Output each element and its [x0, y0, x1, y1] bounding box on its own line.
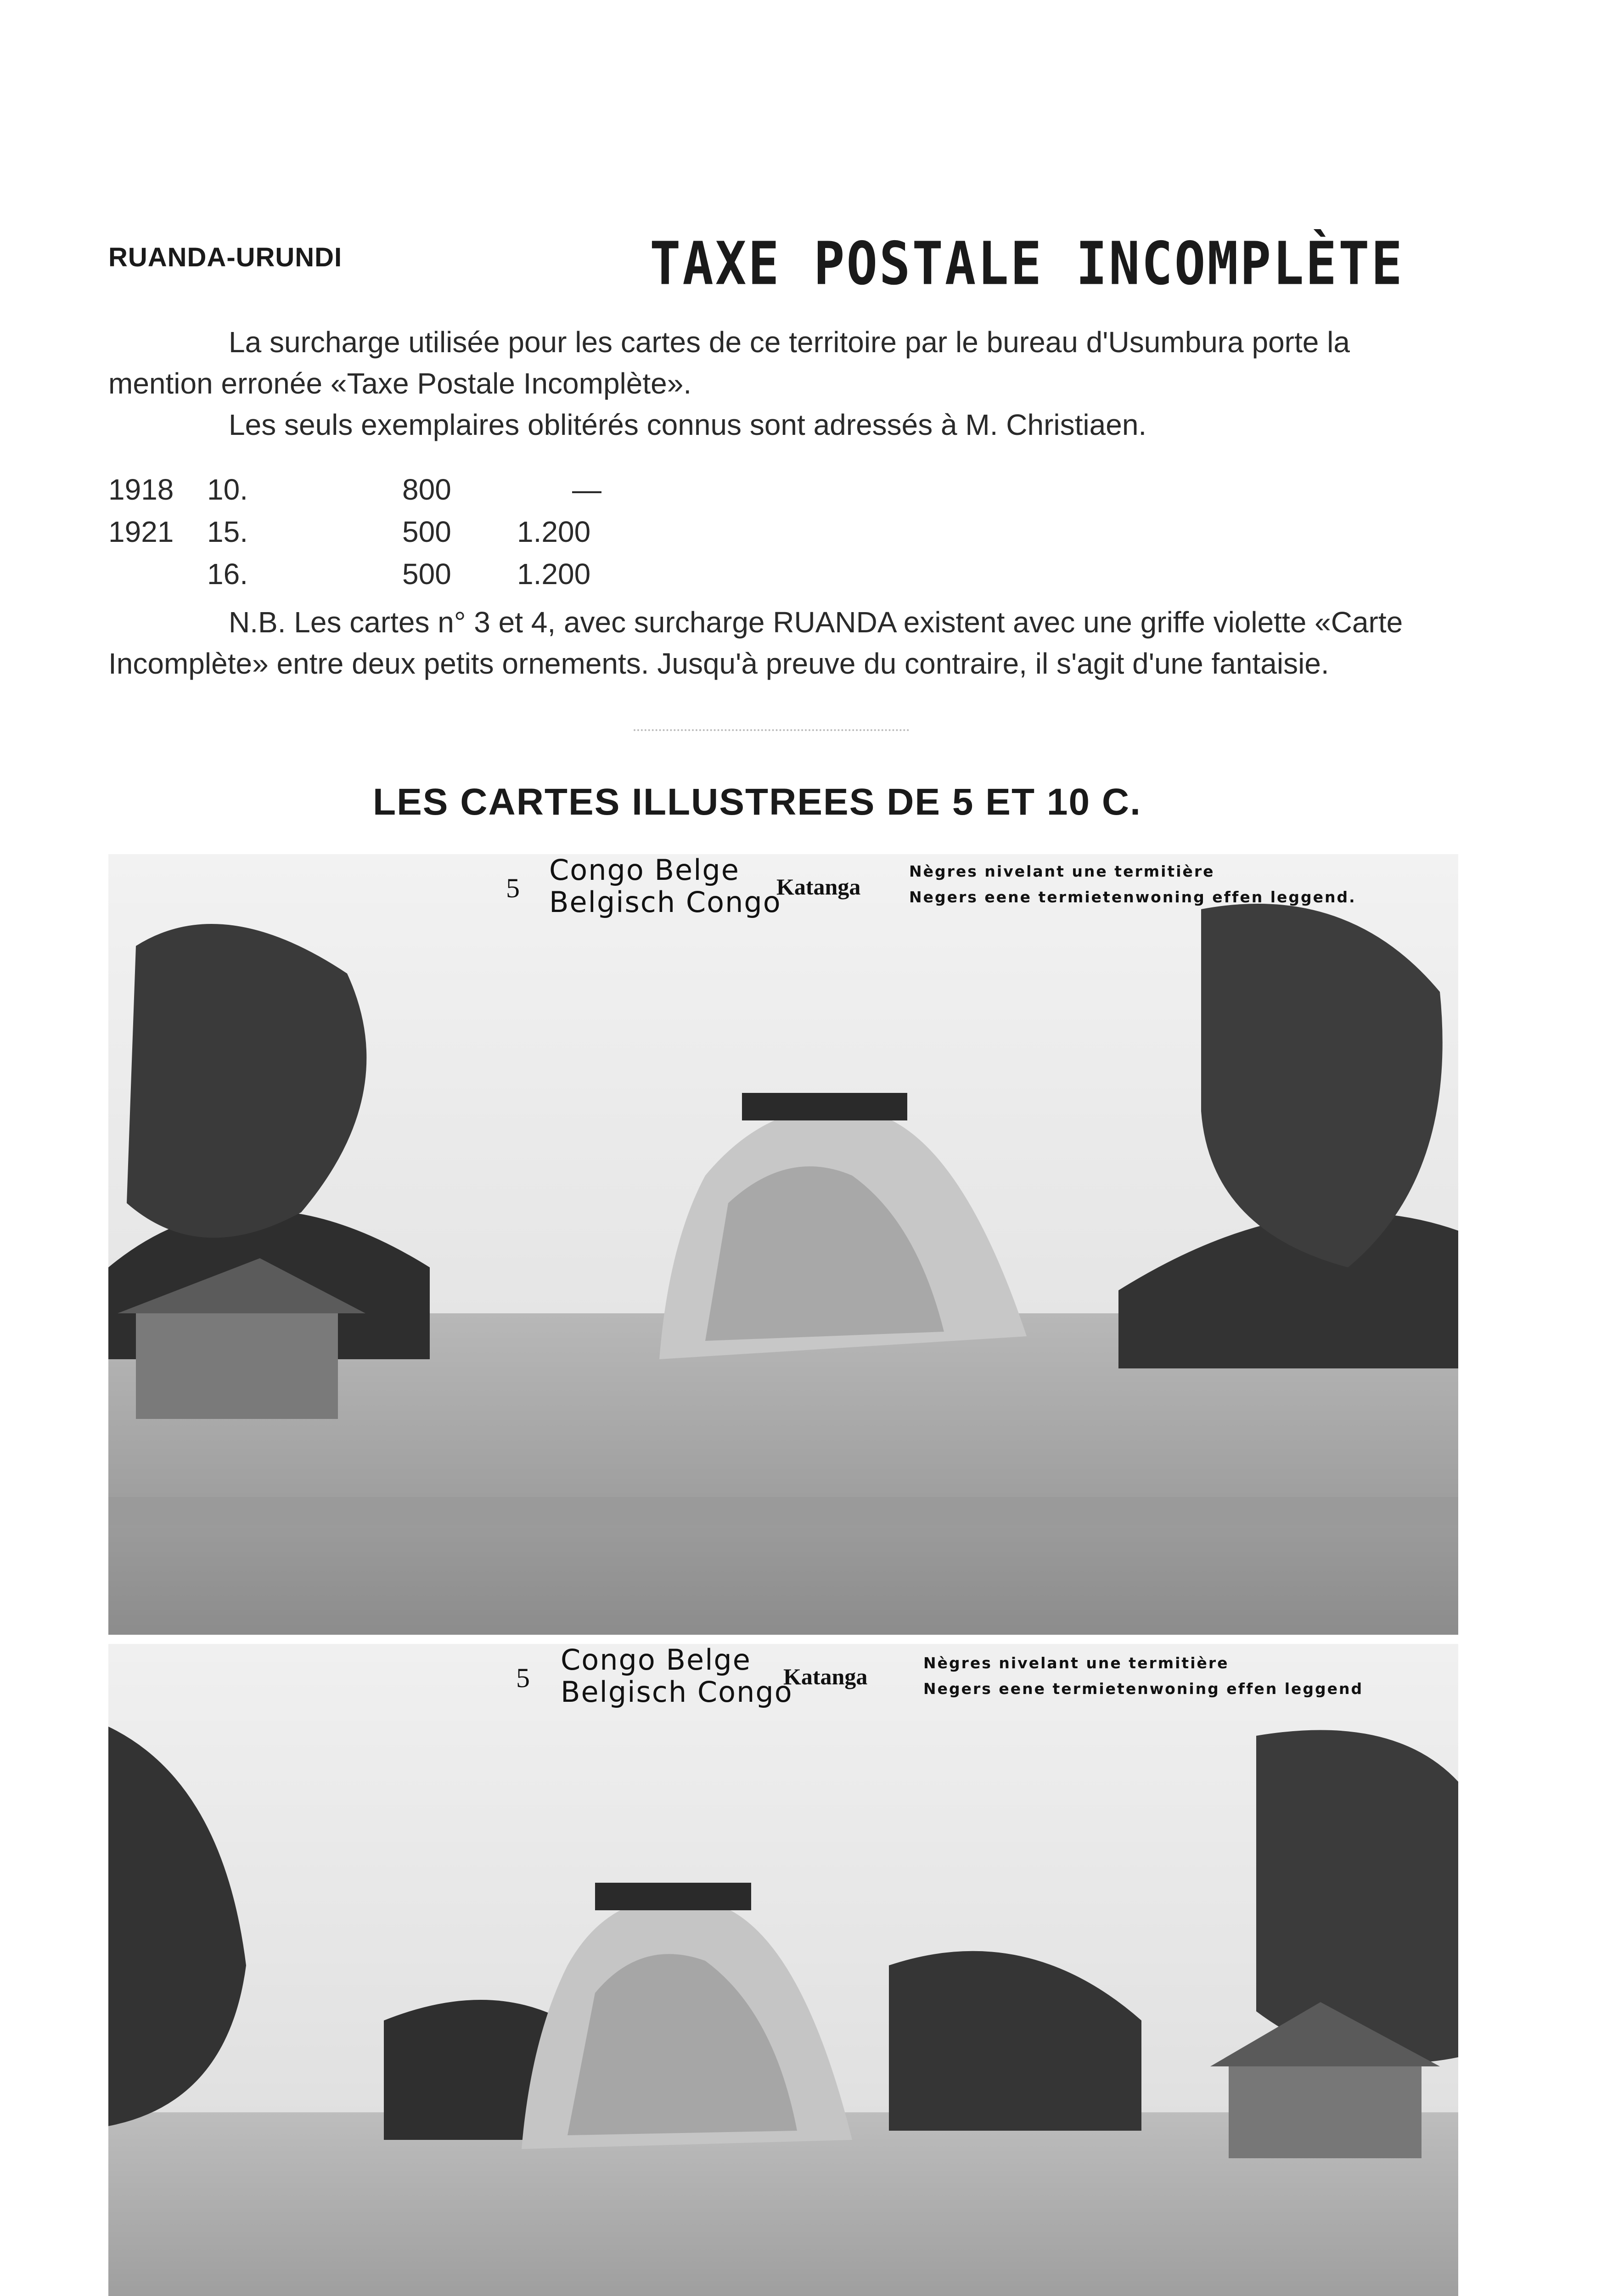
table-cell-number: 15.: [207, 515, 248, 548]
card-country-nl: Belgisch Congo: [561, 1675, 793, 1709]
table-cell-value-unused: 500: [402, 557, 451, 591]
card-caption-fr: Nègres nivelant une termitière: [909, 862, 1215, 880]
table-cell-year: 1921: [108, 515, 174, 548]
card-value: 5: [506, 873, 520, 903]
section-heading: LES CARTES ILLUSTREES DE 5 ET 10 C.: [373, 781, 1141, 823]
card-region: Katanga: [783, 1664, 868, 1689]
table-row: [108, 468, 751, 511]
intro-text: [108, 321, 1458, 445]
card-country-nl: Belgisch Congo: [549, 885, 781, 919]
card-value: 5: [516, 1663, 530, 1693]
postcard-photo-2: [108, 1644, 1458, 2296]
note-paragraph: N.B. Les cartes n° 3 et 4, avec surcharge RUANDA existent avec une griffe violette «Carte Incomplète» entre deux petits ornements. Jusqu'à preuve du contraire, il s'agit d'une fantaisie.: [108, 606, 1403, 680]
table-cell-value-unused: 800: [402, 473, 451, 506]
card-caption-fr: Nègres nivelant une termitière: [923, 1654, 1229, 1672]
page-title: TAXE POSTALE INCOMPLÈTE: [650, 230, 1404, 298]
table-cell-value-used: 1.200: [517, 515, 591, 548]
table-cell-value-unused: 500: [402, 515, 451, 548]
termite-mound-scene-1: [108, 854, 1458, 1635]
table-cell-value-used: 1.200: [517, 557, 591, 591]
termite-mound-scene-2: [108, 1644, 1458, 2296]
card-caption-nl: Negers eene termietenwoning effen leggend: [923, 1680, 1364, 1698]
table-cell-year: 1918: [108, 473, 174, 506]
table-row: [108, 553, 751, 595]
card-country-fr: Congo Belge: [561, 1644, 751, 1677]
note-text: [108, 602, 1458, 684]
postcard-photo-1: [108, 854, 1458, 1635]
intro-paragraph-1: La surcharge utilisée pour les cartes de ce territoire par le bureau d'Usumbura porte la mention erronée «Taxe Postale Incomplète».: [108, 326, 1350, 400]
table-cell-number: 16.: [207, 557, 248, 591]
card-caption-nl: Negers eene termietenwoning effen leggend.: [909, 888, 1356, 906]
card-country-fr: Congo Belge: [549, 854, 740, 887]
card-region: Katanga: [776, 874, 861, 900]
table-cell-number: 10.: [207, 473, 248, 506]
section-label: RUANDA-URUNDI: [108, 242, 343, 272]
intro-paragraph-2: Les seuls exemplaires oblitérés connus sont adressés à M. Christiaen.: [229, 408, 1147, 441]
dotted-separator: [634, 729, 909, 731]
table-cell-value-used: —: [572, 473, 601, 506]
table-row: [108, 511, 751, 553]
value-table: [108, 468, 751, 595]
